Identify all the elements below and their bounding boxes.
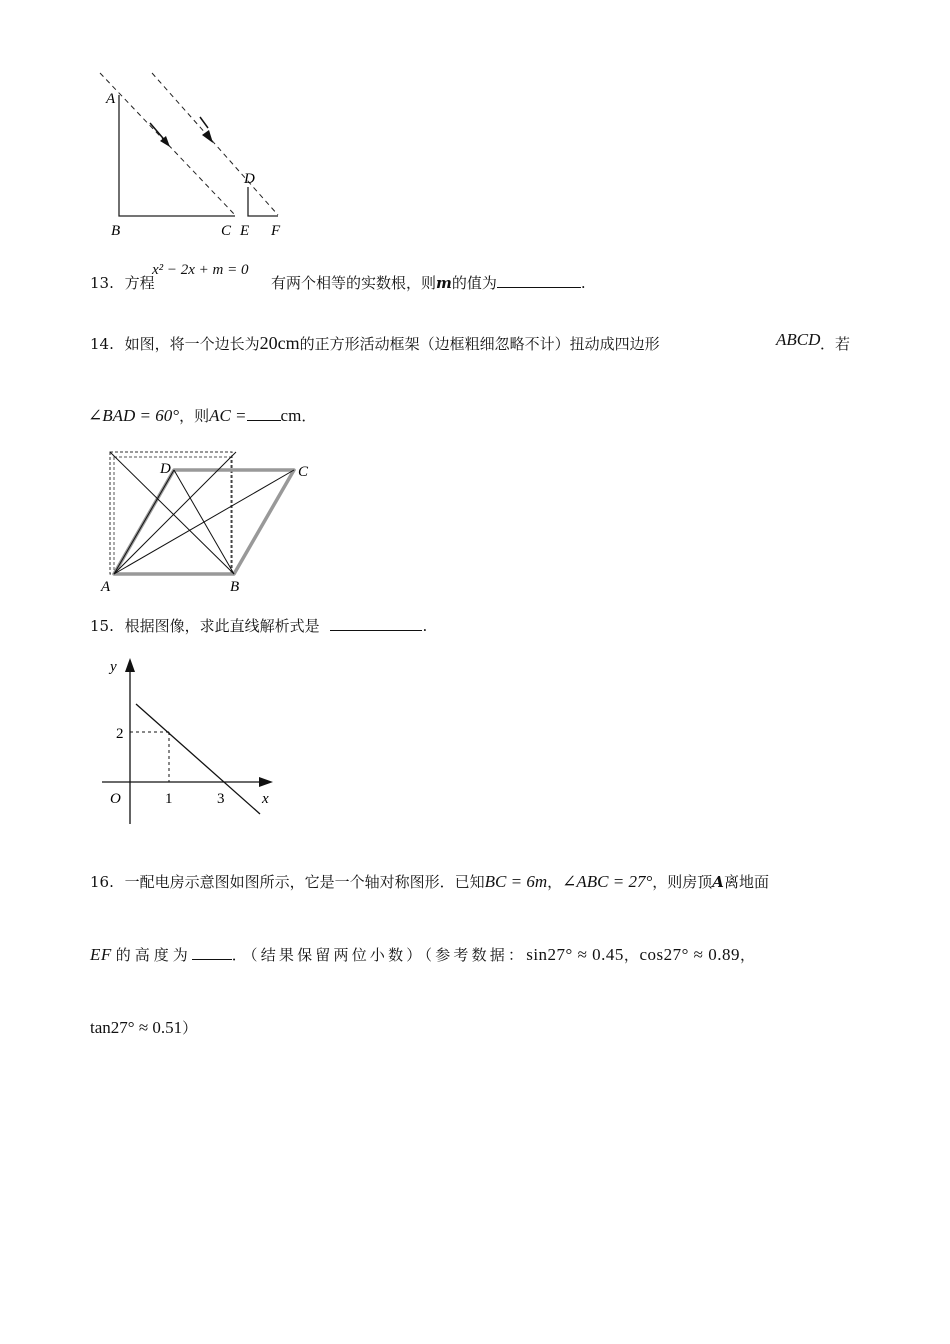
q14-length: 20cm [259, 333, 300, 353]
arrow-head-1 [160, 136, 170, 147]
q16-post2: 离地面 [723, 873, 769, 891]
q16-comma: ， [547, 873, 563, 891]
triangle-def [248, 187, 278, 216]
q14-pre: 如图，将一个边长为 [124, 335, 260, 353]
q16-cos: cos27° ≈ 0.89 [639, 945, 740, 964]
label-C: C [221, 223, 232, 239]
question-14-line1 [90, 333, 660, 354]
q16-sin: sin27° ≈ 0.45 [526, 945, 624, 964]
axis-label-x: x [262, 791, 269, 807]
question-14-line2 [88, 405, 316, 426]
q15-text: 根据图像，求此直线解析式是 [124, 617, 320, 635]
q13-pre: 方程 [124, 274, 155, 292]
figure-translating-triangle [90, 65, 300, 240]
q13-rest [271, 272, 586, 293]
q13-mid: 有两个相等的实数根，则 [271, 274, 437, 292]
q15-number: 15. [90, 617, 114, 635]
q14-number: 14. [90, 335, 114, 353]
q13-end: . [580, 274, 586, 292]
q14-angle: ∠BAD = 60° [88, 406, 180, 425]
label-F: F [271, 223, 281, 239]
arrow-head-2 [202, 130, 213, 143]
axis-label-y: y [110, 659, 117, 675]
q16-A: A [712, 873, 724, 891]
q16-angle: ∠ABC = 27° [562, 872, 653, 891]
q14-then: ，则 [179, 407, 210, 425]
label-D: D [160, 461, 171, 477]
label-B: B [111, 223, 121, 239]
q15-end: . [422, 617, 428, 635]
y-axis-arrow [125, 658, 135, 672]
q14-line1-end: ．若 [820, 335, 851, 353]
question-16-line2 [90, 944, 756, 965]
q14-ac: AC = [209, 406, 247, 425]
diagonal-bd [174, 470, 234, 574]
tick-label-3: 3 [217, 791, 225, 807]
label-D: D [244, 171, 255, 187]
tick-label-1: 1 [165, 791, 173, 807]
q14-unit: cm [280, 406, 302, 425]
graph-line [136, 704, 260, 814]
q13-number: 13. [90, 274, 114, 292]
q13-var: m [436, 274, 452, 292]
q14-end: ． [301, 407, 317, 425]
question-16-line1 [90, 871, 769, 892]
q16-post: ，则房顶 [652, 873, 713, 891]
question-16-line3 [90, 1017, 197, 1038]
q16-sep: ， [623, 946, 640, 964]
q16-pre: 一配电房示意图如图所示，它是一个轴对称图形．已知 [124, 873, 485, 891]
x-axis-arrow [259, 777, 273, 787]
q14-mid: 的正方形活动框架（边框粗细忽略不计）扭动成四边形 [299, 335, 660, 353]
tick-label-2: 2 [116, 726, 124, 742]
q16-bc: BC = 6m [484, 872, 548, 891]
q16-answer-blank[interactable] [192, 947, 232, 960]
q13-equation: x² − 2x + m = 0 [152, 262, 249, 278]
question-13 [90, 272, 155, 293]
label-C: C [298, 464, 309, 480]
question-15 [90, 615, 427, 636]
q16-line2-after: ．（结果保留两位小数）（参考数据： [231, 946, 527, 964]
label-A: A [101, 579, 111, 595]
q13-answer-blank[interactable] [497, 275, 581, 288]
q16-tan: tan27° ≈ 0.51 [90, 1018, 183, 1037]
q16-line2-text: 的高度为 [115, 946, 192, 964]
label-E: E [240, 223, 250, 239]
q13-post: 的值为 [451, 274, 497, 292]
label-A: A [106, 91, 116, 107]
label-B: B [230, 579, 240, 595]
arrow-2 [200, 117, 208, 128]
q16-comma2: ， [739, 946, 756, 964]
q14-quad: ABCD [776, 330, 821, 349]
origin-label: O [110, 791, 121, 807]
q16-close: ） [182, 1019, 198, 1037]
q16-number: 16. [90, 873, 114, 891]
figure-line-graph [98, 652, 283, 832]
q15-answer-blank[interactable] [330, 618, 422, 631]
q16-ef: EF [90, 945, 112, 964]
figure-square-to-rhombus [98, 448, 328, 598]
triangle-abc [119, 95, 235, 216]
q14-answer-blank[interactable] [247, 408, 281, 421]
